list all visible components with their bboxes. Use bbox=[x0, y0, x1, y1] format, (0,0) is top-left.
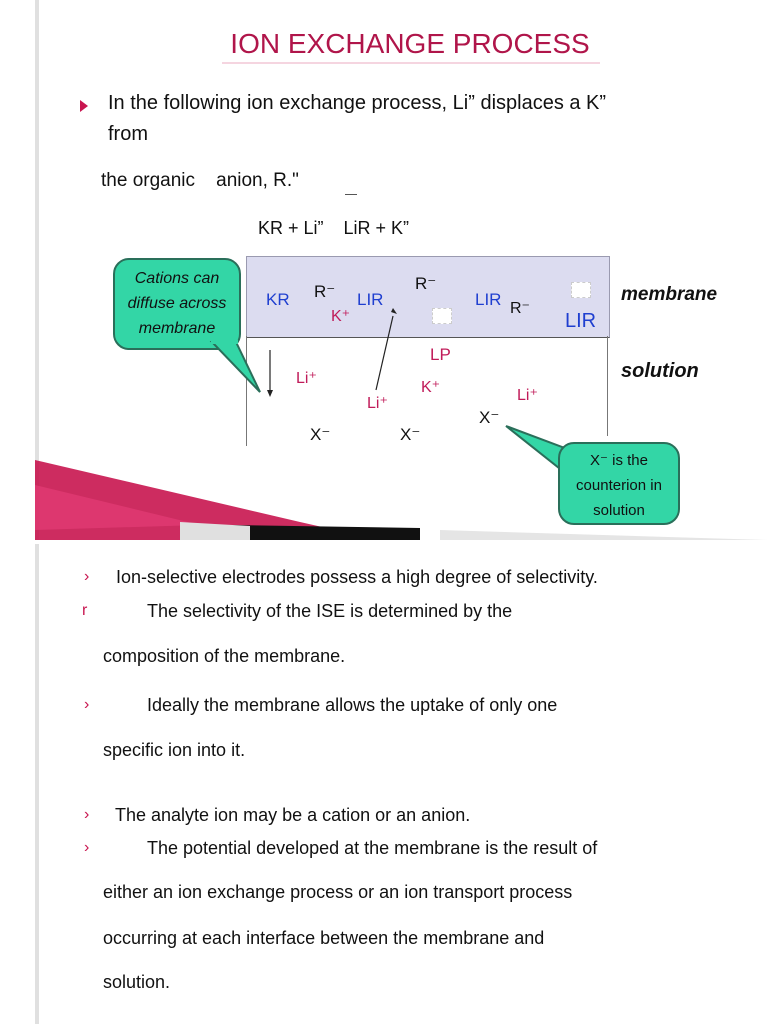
callout-left-line-1: Cations can bbox=[134, 270, 220, 287]
arrow-up-line bbox=[376, 316, 393, 390]
membrane-r-anion-1: R⁻ bbox=[314, 282, 336, 301]
bullet-marker-2: › bbox=[84, 696, 90, 713]
paragraph-ideal-line-2: specific ion into it. bbox=[103, 740, 246, 760]
slide-title: ION EXCHANGE PROCESS bbox=[230, 28, 590, 59]
bullet-arrow-icon bbox=[80, 100, 88, 112]
bullet-marker-3: › bbox=[84, 806, 90, 823]
solution-li-cation-3: Li⁺ bbox=[517, 387, 538, 404]
title-underline bbox=[222, 62, 600, 64]
bullet-marker-r: r bbox=[82, 602, 88, 619]
label-solution: solution bbox=[621, 360, 699, 382]
solution-k-cation: K⁺ bbox=[421, 379, 441, 396]
solution-wall-right bbox=[607, 336, 608, 436]
solution-x-anion-1: X⁻ bbox=[310, 425, 331, 444]
callout-right-line-1: X⁻ is the bbox=[590, 452, 648, 469]
underline-dash bbox=[345, 194, 357, 195]
bullet1-text: In the following ion exchange process, Li” displaces a K” bbox=[108, 92, 607, 114]
label-membrane: membrane bbox=[621, 284, 718, 305]
arrow-down-head bbox=[267, 390, 273, 397]
callout-cations-diffuse bbox=[113, 258, 241, 350]
placeholder-box-2 bbox=[571, 282, 591, 298]
membrane-lir-1: LIR bbox=[357, 290, 384, 309]
paragraph-ise-line-1: The selectivity of the ISE is determined by the bbox=[147, 601, 513, 621]
membrane-k-cation: K⁺ bbox=[331, 308, 351, 325]
membrane-lir-3: LIR bbox=[565, 310, 597, 332]
paragraph-potential-line-4: solution. bbox=[103, 972, 171, 992]
organic-anion-line: the organic anion, R." bbox=[101, 170, 299, 191]
reaction-equation: KR + Li” LiR + K” bbox=[258, 218, 410, 238]
callout-right-line-3: solution bbox=[593, 502, 645, 519]
arrow-up-head bbox=[391, 308, 397, 314]
paragraph-potential-line-1: The potential developed at the membrane is the result of bbox=[147, 838, 598, 858]
callout-right-line-2: counterion in bbox=[576, 477, 662, 494]
paragraph-ideal-line-1: Ideally the membrane allows the uptake of only one bbox=[147, 695, 558, 715]
membrane-r-anion-2: R⁻ bbox=[415, 274, 437, 293]
callout-left-line-2: diffuse across bbox=[127, 295, 227, 312]
paragraph-analyte: The analyte ion may be a cation or an anion. bbox=[115, 805, 471, 825]
paragraph-ise-line-2: composition of the membrane. bbox=[103, 646, 346, 666]
callout-counterion bbox=[558, 442, 680, 525]
solution-x-anion-2: X⁻ bbox=[400, 425, 421, 444]
diffusion-arrows bbox=[240, 300, 420, 410]
solution-x-anion-3: X⁻ bbox=[479, 408, 500, 427]
bullet1-continuation: from bbox=[108, 123, 148, 145]
paragraph-selectivity: Ion-selective electrodes possess a high degree of selectivity. bbox=[116, 567, 598, 587]
solution-li-cation-1: Li⁺ bbox=[296, 370, 317, 387]
membrane-kr: KR bbox=[266, 290, 290, 309]
slide-divider bbox=[30, 540, 768, 544]
solution-li-cation-2: Li⁺ bbox=[367, 395, 388, 412]
paragraph-potential-line-2: either an ion exchange process or an ion transport process bbox=[103, 882, 573, 902]
membrane-lir-2: LIR bbox=[475, 290, 502, 309]
callout-left-line-3: membrane bbox=[138, 320, 216, 337]
solution-lp: LP bbox=[430, 345, 451, 364]
bullet-marker-1: › bbox=[84, 568, 90, 585]
placeholder-box-1 bbox=[432, 308, 452, 324]
bullet-marker-4: › bbox=[84, 839, 90, 856]
membrane-r-anion-3: R⁻ bbox=[510, 300, 530, 317]
paragraph-potential-line-3: occurring at each interface between the membrane and bbox=[103, 928, 545, 948]
